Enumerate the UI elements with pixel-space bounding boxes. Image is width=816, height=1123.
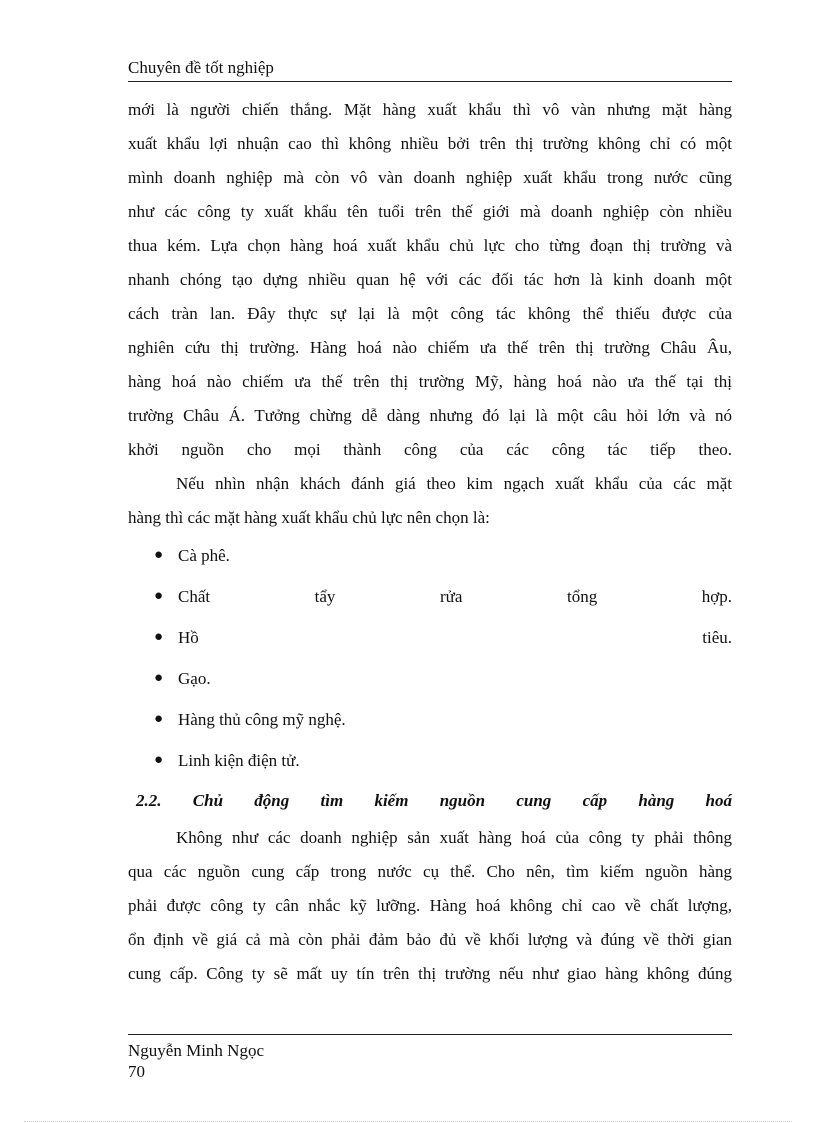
text-line: mình doanh nghiệp mà còn vô vàn doanh nghiệp xuất khẩu trong nước cũng bbox=[128, 168, 732, 187]
text-line: nghiên cứu thị trường. Hàng hoá nào chiếm ưa thế trên thị trường Châu Âu, bbox=[128, 338, 732, 357]
paragraph-3 bbox=[128, 821, 732, 991]
text-line: ổn định về giá cả mà còn phải đảm bảo đủ về khối lượng và đúng về thời gian bbox=[128, 930, 732, 949]
document-body bbox=[128, 93, 732, 991]
page-header bbox=[128, 56, 732, 82]
paragraph-1 bbox=[128, 93, 732, 467]
bullet-icon: ● bbox=[154, 670, 164, 686]
text-line: như các công ty xuất khẩu tên tuổi trên thế giới mà doanh nghiệp còn nhiều bbox=[128, 202, 732, 221]
list-item bbox=[128, 617, 732, 658]
footer-author: Nguyễn Minh Ngọc bbox=[128, 1041, 264, 1060]
list-item bbox=[128, 658, 732, 699]
text-line: nhanh chóng tạo dựng nhiều quan hệ với các đối tác hơn là kinh doanh một bbox=[128, 270, 732, 289]
text-line: cung cấp. Công ty sẽ mất uy tín trên thị trường nếu như giao hàng không đúng bbox=[128, 964, 732, 983]
section-title: Chủ động tìm kiếm nguồn cung cấp hàng hoá bbox=[192, 791, 733, 810]
text-line: phải được công ty cân nhắc kỹ lưỡng. Hàng hoá không chỉ cao về chất lượng, bbox=[128, 896, 732, 915]
bullet-icon: ● bbox=[154, 752, 164, 768]
text-line: thua kém. Lựa chọn hàng hoá xuất khẩu chủ lực cho từng đoạn thị trường và bbox=[128, 236, 732, 255]
list-item-text: Chất tẩy rửa tổng hợp. bbox=[178, 587, 732, 606]
list-item-text: Hàng thủ công mỹ nghệ. bbox=[178, 710, 346, 729]
list-item-text: Cà phê. bbox=[178, 546, 230, 565]
list-item-text: Hồ tiêu. bbox=[178, 628, 732, 647]
text-line: hàng hoá nào chiếm ưa thế trên thị trường Mỹ, hàng hoá nào ưa thế tại thị bbox=[128, 372, 732, 391]
section-number: 2.2. bbox=[136, 791, 162, 810]
paragraph-2 bbox=[128, 467, 732, 535]
list-item bbox=[128, 699, 732, 740]
list-item-text: Gạo. bbox=[178, 669, 211, 688]
bullet-list bbox=[128, 535, 732, 781]
page-edge-divider bbox=[24, 1121, 792, 1122]
text-line: cách tràn lan. Đây thực sự lại là một công tác không thể thiếu được của bbox=[128, 304, 732, 323]
list-item bbox=[128, 535, 732, 576]
text-line: Không như các doanh nghiệp sản xuất hàng hoá của công ty phải thông bbox=[176, 828, 732, 847]
text-line: khởi nguồn cho mọi thành công của các công tác tiếp theo. bbox=[128, 440, 732, 459]
bullet-icon: ● bbox=[154, 547, 164, 563]
bullet-icon: ● bbox=[154, 711, 164, 727]
text-line: mới là người chiến thắng. Mặt hàng xuất khẩu thì vô vàn nhưng mặt hàng bbox=[128, 100, 732, 119]
list-item bbox=[128, 576, 732, 617]
section-heading bbox=[128, 781, 732, 821]
text-line: Nếu nhìn nhận khách đánh giá theo kim ngạch xuất khẩu của các mặt bbox=[176, 474, 732, 493]
header-title: Chuyên đề tốt nghiệp bbox=[128, 58, 274, 77]
page-number: 70 bbox=[128, 1062, 145, 1081]
text-line: trường Châu Á. Tưởng chừng dễ dàng nhưng đó lại là một câu hỏi lớn và nó bbox=[128, 406, 732, 425]
bullet-icon: ● bbox=[154, 588, 164, 604]
text-line: qua các nguồn cung cấp trong nước cụ thể. Cho nên, tìm kiếm nguồn hàng bbox=[128, 862, 732, 881]
list-item-text: Linh kiện điện tử. bbox=[178, 751, 300, 770]
page-footer bbox=[128, 1034, 732, 1081]
text-line: hàng thì các mặt hàng xuất khẩu chủ lực nên chọn là: bbox=[128, 508, 490, 527]
text-line: xuất khẩu lợi nhuận cao thì không nhiều bởi trên thị trường không chỉ có một bbox=[128, 134, 732, 153]
list-item bbox=[128, 740, 732, 781]
bullet-icon: ● bbox=[154, 629, 164, 645]
